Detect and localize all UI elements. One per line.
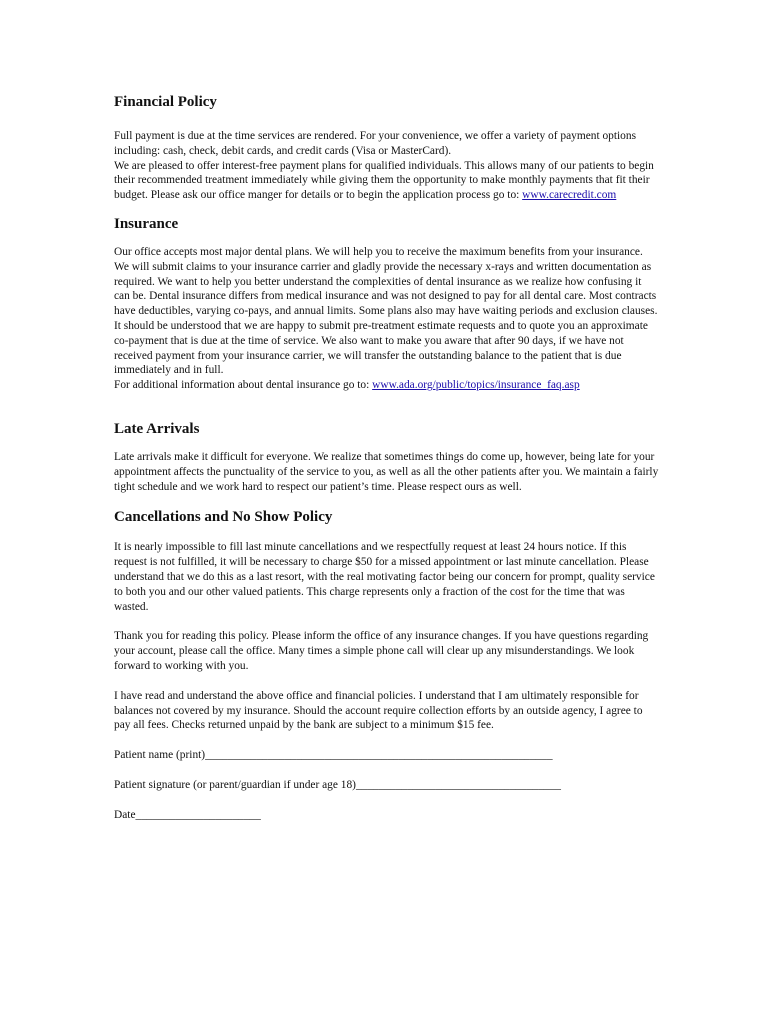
ada-insurance-link[interactable]: www.ada.org/public/topics/insurance_faq.asp [372,379,580,392]
financial-paragraph-2-text: We are pleased to offer interest-free payment plans for qualified individuals. This allows many of our patients to begin their recommended treatment immediately while giving them the opportunity to make monthly payments that fit their budget. Please ask our office manger for details or to begin the application process go to: [114,159,654,202]
carecredit-link[interactable]: www.carecredit.com [522,189,617,202]
document-content [114,92,659,823]
late-arrivals-paragraph: Late arrivals make it difficult for everyone. We realize that sometimes things do come up, however, being late for your appointment affects the punctuality of the service to you, as well as all the other patients after you. We maintain a fairly tight schedule and we work hard to respect our patient’s time. Please respect ours as well. [114,450,659,493]
insurance-paragraph-1: Our office accepts most major dental plans. We will help you to receive the maximum benefits from your insurance. We will submit claims to your insurance carrier and gladly provide the necessary x-rays and written documentation as required. We want to help you better understand the complexities of dental insurance as we realize how confusing it can be. Dental insurance differs from medical insurance and was not designed to pay for all dental care. Most contracts have deductibles, varying co-pays, and annual limits. Some plans also may have waiting periods and exclusion clauses. It should be understood that we are happy to submit pre-treatment estimate requests and to quote you an approximate co-payment that is due at the time of service. We also want to make you aware that after 90 days, if we have not received payment from your insurance carrier, we will transfer the outstanding balance to the patient that is due immediately and in full. [114,245,658,377]
late-arrivals-heading: Late Arrivals [114,420,200,437]
financial-paragraph-1: Full payment is due at the time services are rendered. For your convenience, we offer a variety of payment options including: cash, check, debit cards, and credit cards (Visa or MasterCard). [114,130,637,157]
cancellations-heading: Cancellations and No Show Policy [114,509,333,526]
patient-signature-line: Patient signature (or parent/guardian if under age 18)____________________________________ [114,778,561,791]
date-line: Date______________________ [114,808,261,821]
insurance-heading: Insurance [114,215,179,232]
thank-you-paragraph: Thank you for reading this policy. Please inform the office of any insurance changes. If you have questions regarding your account, please call the office. Many times a simple phone call will clear up any misunderstandings. We look forward to working with you. [114,630,649,672]
insurance-paragraph-2-text: For additional information about dental insurance go to: [114,379,373,392]
financial-paragraph-2 [114,159,659,203]
patient-name-line: Patient name (print)_____________________________________________________________ [114,749,553,762]
acknowledgement-paragraph: I have read and understand the above office and financial policies. I understand that I am ultimately responsible for balances not covered by my insurance. Should the account require collection efforts by an outside agency, I agree to pay all fees. Checks returned unpaid by the bank are subject to a minimum $15 fee. [114,689,643,732]
insurance-paragraph-2 [114,378,659,393]
financial-policy-heading: Financial Policy [114,94,217,110]
cancellations-paragraph-1: It is nearly impossible to fill last minute cancellations and we respectfully request at least 24 hours notice. If this request is not fulfilled, it will be necessary to charge $50 for a missed appointment or last minute cancellation. Please understand that we do this as a last resort, with the real motivating factor being our concern for prompt, quality service to both you and our other valued patients. This charge represents only a fraction of the cost for the time that was wasted. [114,541,655,613]
